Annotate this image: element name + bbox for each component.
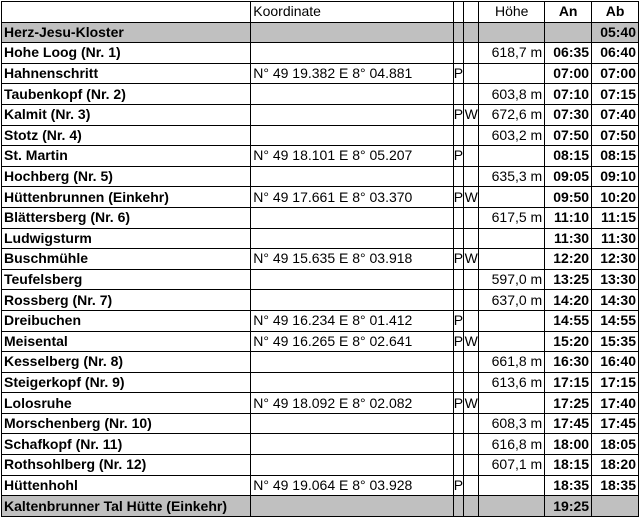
- cell-name: Morschenberg (Nr. 10): [2, 413, 251, 434]
- cell-hoehe: [479, 228, 545, 249]
- cell-hoehe: 603,8 m: [479, 84, 545, 105]
- cell-w: [464, 63, 479, 84]
- cell-name: St. Martin: [2, 146, 251, 167]
- cell-name: Rossberg (Nr. 7): [2, 290, 251, 311]
- cell-ab: 05:40: [592, 22, 639, 43]
- table-row: [2, 84, 639, 105]
- cell-w: [464, 434, 479, 455]
- table-row: [2, 331, 639, 352]
- cell-w: [464, 413, 479, 434]
- cell-p: P: [453, 104, 464, 125]
- table-row: [2, 104, 639, 125]
- cell-ab: 10:20: [592, 187, 639, 208]
- cell-hoehe: 637,0 m: [479, 290, 545, 311]
- cell-name: Ludwigsturm: [2, 228, 251, 249]
- cell-an: 07:10: [545, 84, 592, 105]
- cell-name: Hohe Loog (Nr. 1): [2, 43, 251, 64]
- cell-an: 14:55: [545, 310, 592, 331]
- table-row: [2, 393, 639, 414]
- cell-name: Blättersberg (Nr. 6): [2, 207, 251, 228]
- cell-w: [464, 22, 479, 43]
- cell-an: 16:30: [545, 352, 592, 373]
- table-row: [2, 43, 639, 64]
- cell-p: P: [453, 310, 464, 331]
- cell-coordinate: [251, 455, 453, 476]
- cell-p: P: [453, 249, 464, 270]
- cell-hoehe: [479, 146, 545, 167]
- header-ab: Ab: [592, 2, 639, 23]
- cell-an: 17:25: [545, 393, 592, 414]
- cell-hoehe: 597,0 m: [479, 269, 545, 290]
- cell-ab: 06:40: [592, 43, 639, 64]
- cell-hoehe: 613,6 m: [479, 372, 545, 393]
- cell-w: [464, 475, 479, 496]
- cell-coordinate: [251, 434, 453, 455]
- cell-coordinate: N° 49 16.265 E 8° 02.641: [251, 331, 453, 352]
- table-row: [2, 413, 639, 434]
- cell-coordinate: [251, 496, 453, 517]
- cell-p: [453, 290, 464, 311]
- cell-coordinate: [251, 352, 453, 373]
- cell-p: P: [453, 187, 464, 208]
- cell-an: 06:35: [545, 43, 592, 64]
- table-row: [2, 434, 639, 455]
- cell-ab: 11:30: [592, 228, 639, 249]
- cell-p: [453, 43, 464, 64]
- cell-hoehe: [479, 496, 545, 517]
- cell-ab: [592, 496, 639, 517]
- cell-ab: 15:35: [592, 331, 639, 352]
- cell-coordinate: N° 49 17.661 E 8° 03.370: [251, 187, 453, 208]
- cell-name: Herz-Jesu-Kloster: [2, 22, 251, 43]
- cell-coordinate: N° 49 19.064 E 8° 03.928: [251, 475, 453, 496]
- cell-hoehe: 661,8 m: [479, 352, 545, 373]
- cell-p: [453, 22, 464, 43]
- cell-ab: 16:40: [592, 352, 639, 373]
- cell-coordinate: [251, 84, 453, 105]
- table-row: [2, 207, 639, 228]
- cell-ab: 17:45: [592, 413, 639, 434]
- cell-coordinate: N° 49 15.635 E 8° 03.918: [251, 249, 453, 270]
- cell-p: [453, 84, 464, 105]
- cell-p: [453, 125, 464, 146]
- cell-hoehe: [479, 310, 545, 331]
- cell-an: 09:05: [545, 166, 592, 187]
- cell-name: Hochberg (Nr. 5): [2, 166, 251, 187]
- table-row: [2, 290, 639, 311]
- cell-w: [464, 269, 479, 290]
- cell-hoehe: [479, 249, 545, 270]
- cell-ab: 07:50: [592, 125, 639, 146]
- cell-p: [453, 207, 464, 228]
- cell-hoehe: 616,8 m: [479, 434, 545, 455]
- cell-name: Meisental: [2, 331, 251, 352]
- cell-p: [453, 166, 464, 187]
- header-row: [2, 2, 639, 23]
- cell-w: [464, 372, 479, 393]
- header-an: An: [545, 2, 592, 23]
- cell-w: [464, 207, 479, 228]
- cell-w: [464, 228, 479, 249]
- cell-an: 19:25: [545, 496, 592, 517]
- table-row: [2, 269, 639, 290]
- cell-p: [453, 455, 464, 476]
- cell-an: 13:25: [545, 269, 592, 290]
- cell-p: P: [453, 331, 464, 352]
- cell-w: W: [464, 331, 479, 352]
- cell-ab: 18:35: [592, 475, 639, 496]
- cell-hoehe: 608,3 m: [479, 413, 545, 434]
- cell-an: 07:30: [545, 104, 592, 125]
- cell-name: Taubenkopf (Nr. 2): [2, 84, 251, 105]
- cell-ab: 17:40: [592, 393, 639, 414]
- cell-ab: 07:40: [592, 104, 639, 125]
- cell-an: 17:45: [545, 413, 592, 434]
- cell-name: Hahnenschritt: [2, 63, 251, 84]
- table-row: [2, 372, 639, 393]
- cell-coordinate: [251, 43, 453, 64]
- table-row: [2, 455, 639, 476]
- cell-hoehe: 618,7 m: [479, 43, 545, 64]
- table-row: [2, 475, 639, 496]
- cell-hoehe: 607,1 m: [479, 455, 545, 476]
- cell-p: [453, 434, 464, 455]
- table-row: [2, 146, 639, 167]
- cell-name: Kesselberg (Nr. 8): [2, 352, 251, 373]
- cell-coordinate: [251, 125, 453, 146]
- cell-coordinate: N° 49 19.382 E 8° 04.881: [251, 63, 453, 84]
- table-row: [2, 228, 639, 249]
- cell-w: W: [464, 187, 479, 208]
- cell-an: 15:20: [545, 331, 592, 352]
- cell-p: [453, 496, 464, 517]
- cell-name: Stotz (Nr. 4): [2, 125, 251, 146]
- cell-p: P: [453, 63, 464, 84]
- cell-w: [464, 146, 479, 167]
- cell-an: 12:20: [545, 249, 592, 270]
- cell-coordinate: [251, 413, 453, 434]
- cell-coordinate: N° 49 18.092 E 8° 02.082: [251, 393, 453, 414]
- table-row: [2, 63, 639, 84]
- cell-coordinate: [251, 290, 453, 311]
- table-row: [2, 187, 639, 208]
- cell-an: 11:10: [545, 207, 592, 228]
- cell-an: 18:35: [545, 475, 592, 496]
- cell-p: [453, 352, 464, 373]
- cell-hoehe: 617,5 m: [479, 207, 545, 228]
- cell-hoehe: [479, 187, 545, 208]
- cell-ab: 13:30: [592, 269, 639, 290]
- cell-hoehe: 635,3 m: [479, 166, 545, 187]
- cell-coordinate: [251, 269, 453, 290]
- cell-coordinate: N° 49 16.234 E 8° 01.412: [251, 310, 453, 331]
- cell-p: P: [453, 146, 464, 167]
- cell-w: [464, 125, 479, 146]
- table-row: [2, 310, 639, 331]
- cell-name: Hüttenhohl: [2, 475, 251, 496]
- cell-p: [453, 269, 464, 290]
- cell-name: Kaltenbrunner Tal Hütte (Einkehr): [2, 496, 251, 517]
- table-row: [2, 249, 639, 270]
- cell-w: [464, 166, 479, 187]
- cell-w: W: [464, 104, 479, 125]
- header-w: [464, 2, 479, 23]
- cell-p: P: [453, 475, 464, 496]
- cell-an: 18:15: [545, 455, 592, 476]
- cell-ab: 17:15: [592, 372, 639, 393]
- header-p: [453, 2, 464, 23]
- table-row: [2, 166, 639, 187]
- cell-p: [453, 228, 464, 249]
- cell-w: [464, 455, 479, 476]
- cell-hoehe: 672,6 m: [479, 104, 545, 125]
- cell-coordinate: [251, 166, 453, 187]
- table-row: [2, 496, 639, 517]
- header-hoehe: Höhe: [479, 2, 545, 23]
- cell-coordinate: [251, 372, 453, 393]
- cell-name: Steigerkopf (Nr. 9): [2, 372, 251, 393]
- cell-name: Rothsohlberg (Nr. 12): [2, 455, 251, 476]
- cell-an: 17:15: [545, 372, 592, 393]
- cell-hoehe: [479, 393, 545, 414]
- cell-an: [545, 22, 592, 43]
- table-row: [2, 125, 639, 146]
- cell-ab: 07:00: [592, 63, 639, 84]
- cell-ab: 08:15: [592, 146, 639, 167]
- cell-w: [464, 352, 479, 373]
- cell-coordinate: [251, 22, 453, 43]
- cell-name: Teufelsberg: [2, 269, 251, 290]
- cell-ab: 11:15: [592, 207, 639, 228]
- cell-hoehe: [479, 22, 545, 43]
- header-name: [2, 2, 251, 23]
- header-coordinate: Koordinate: [251, 2, 453, 23]
- cell-coordinate: [251, 207, 453, 228]
- table-row: [2, 22, 639, 43]
- route-table: [1, 1, 639, 517]
- cell-an: 11:30: [545, 228, 592, 249]
- cell-p: [453, 372, 464, 393]
- cell-w: W: [464, 249, 479, 270]
- cell-w: W: [464, 393, 479, 414]
- cell-an: 08:15: [545, 146, 592, 167]
- cell-hoehe: [479, 63, 545, 84]
- cell-ab: 12:30: [592, 249, 639, 270]
- cell-name: Buschmühle: [2, 249, 251, 270]
- cell-hoehe: [479, 331, 545, 352]
- cell-hoehe: 603,2 m: [479, 125, 545, 146]
- cell-coordinate: N° 49 18.101 E 8° 05.207: [251, 146, 453, 167]
- cell-an: 07:50: [545, 125, 592, 146]
- cell-name: Dreibuchen: [2, 310, 251, 331]
- cell-ab: 18:05: [592, 434, 639, 455]
- cell-w: [464, 496, 479, 517]
- cell-p: P: [453, 393, 464, 414]
- cell-an: 07:00: [545, 63, 592, 84]
- cell-an: 18:00: [545, 434, 592, 455]
- cell-name: Kalmit (Nr. 3): [2, 104, 251, 125]
- cell-coordinate: [251, 228, 453, 249]
- cell-ab: 07:15: [592, 84, 639, 105]
- cell-an: 14:20: [545, 290, 592, 311]
- cell-ab: 14:55: [592, 310, 639, 331]
- cell-name: Lolosruhe: [2, 393, 251, 414]
- cell-w: [464, 84, 479, 105]
- cell-an: 09:50: [545, 187, 592, 208]
- cell-w: [464, 310, 479, 331]
- cell-ab: 18:20: [592, 455, 639, 476]
- cell-name: Hüttenbrunnen (Einkehr): [2, 187, 251, 208]
- cell-w: [464, 290, 479, 311]
- cell-ab: 09:10: [592, 166, 639, 187]
- cell-hoehe: [479, 475, 545, 496]
- cell-w: [464, 43, 479, 64]
- cell-coordinate: [251, 104, 453, 125]
- table-row: [2, 352, 639, 373]
- cell-p: [453, 413, 464, 434]
- cell-name: Schafkopf (Nr. 11): [2, 434, 251, 455]
- cell-ab: 14:30: [592, 290, 639, 311]
